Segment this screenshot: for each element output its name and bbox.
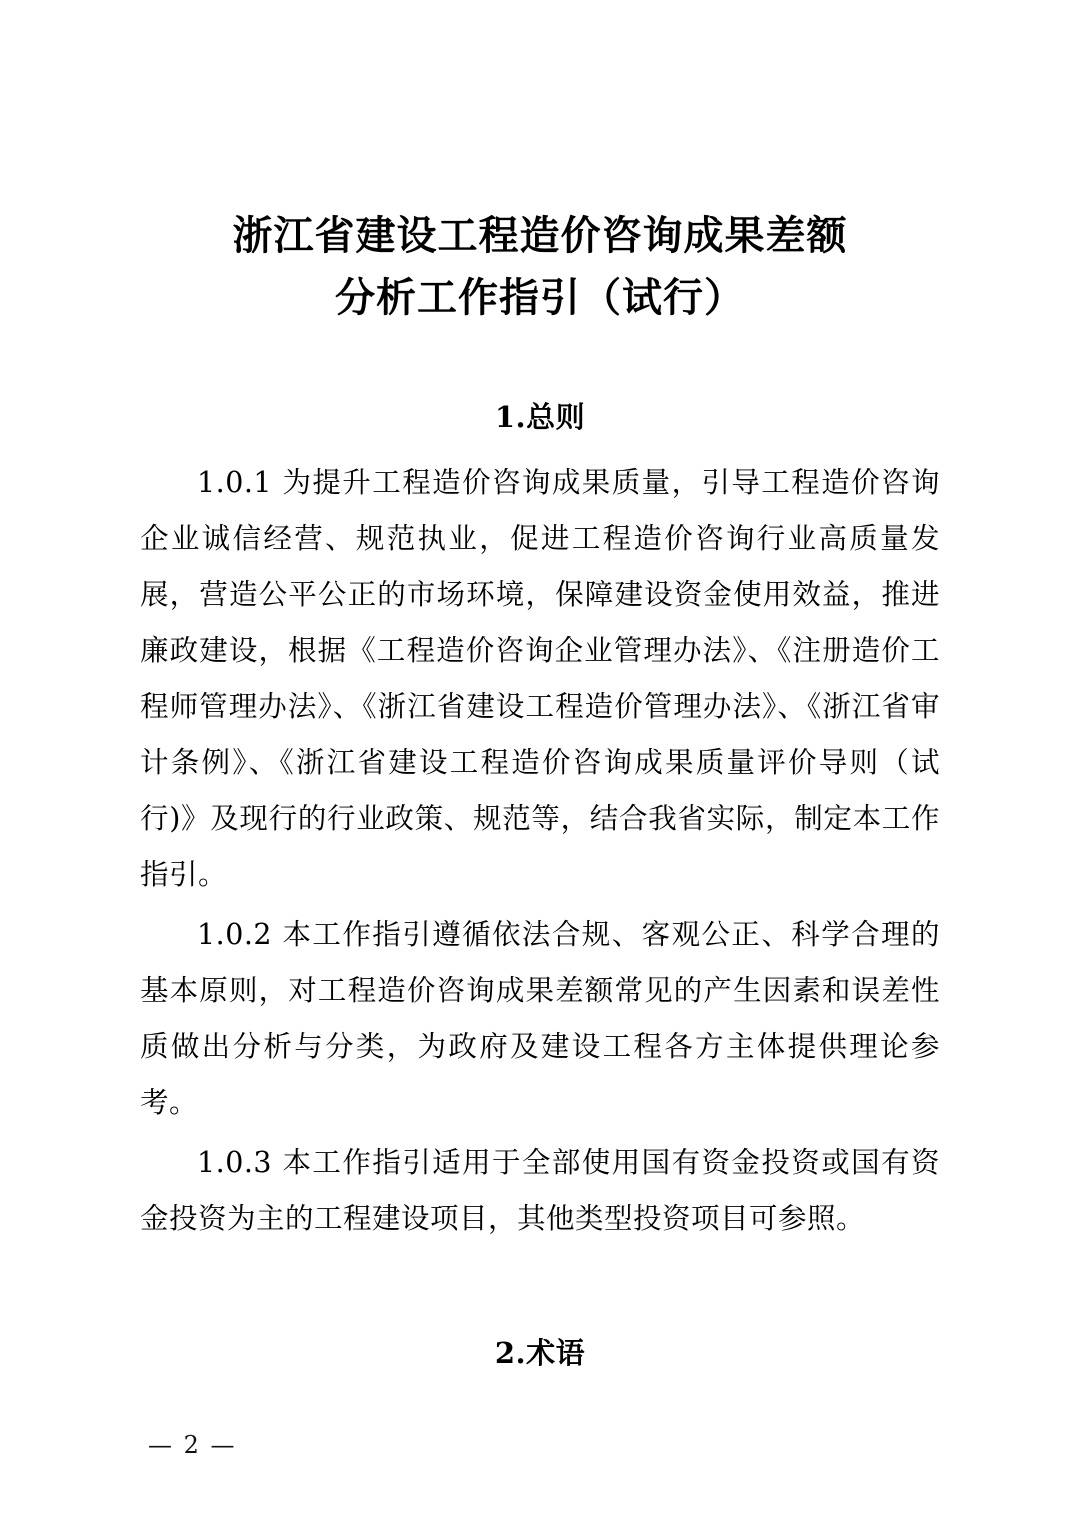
page-title-line-1: 浙江省建设工程造价咨询成果差额 [232, 212, 848, 259]
paragraph-1-0-3: 1.0.3 本工作指引适用于全部使用国有资金投资或国有资金投资为主的工程建设项目，其他类型投资项目可参照。 [140, 1146, 940, 1235]
page-number: — 2 — [148, 1431, 237, 1459]
page-title-line-2: 分析工作指引（试行） [335, 274, 745, 321]
section-heading-terminology: 2.术语 [494, 1336, 586, 1370]
paragraph-1-0-2: 1.0.2 本工作指引遵循依法合规、客观公正、科学合理的基本原则，对工程造价咨询成果差额常见的产生因素和误差性质做出分析与分类，为政府及建设工程各方主体提供理论参考。 [140, 918, 940, 1119]
page-title [140, 205, 940, 329]
paragraph-1-0-1: 1.0.1 为提升工程造价咨询成果质量，引导工程造价咨询企业诚信经营、规范执业，促进工程造价咨询行业高质量发展，营造公平公正的市场环境，保障建设资金使用效益，推进廉政建设，根据《工程造价咨询企业管理办法》、《注册造价工程师管理办法》、《浙江省建设工程造价管理办法》、《浙江省审计条例》、《浙江省建设工程造价咨询成果质量评价导则（试行)》及现行的行业政策、规范等，结合我省实际，制定本工作指引。 [140, 466, 940, 891]
section-heading-general-principles: 1.总则 [494, 400, 586, 434]
